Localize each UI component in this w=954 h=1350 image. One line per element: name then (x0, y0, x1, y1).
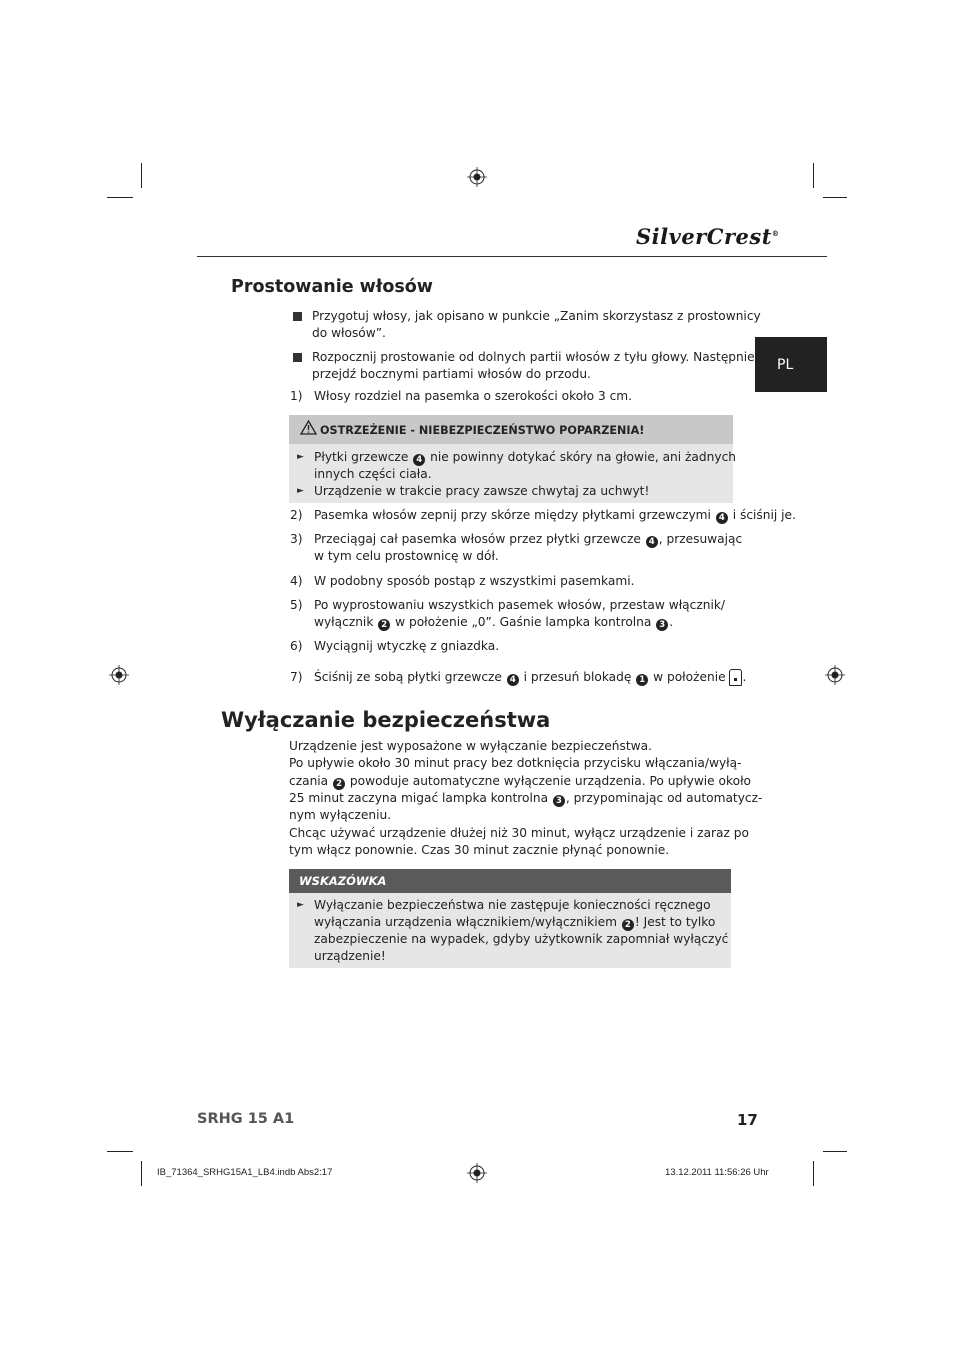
step-text-part: wyłącznik (314, 615, 374, 629)
warning-item-text: innych części ciała. (314, 467, 432, 481)
registration-mark-icon (467, 167, 487, 187)
paragraph-text: powoduje automatyczne wyłączenie urządzenia. Po upływie około (349, 774, 752, 788)
part-number-badge: 2 (622, 919, 634, 931)
step-number: 5) (290, 598, 303, 612)
step-number: 6) (290, 639, 303, 653)
step-text-part: w położenie (653, 670, 726, 684)
part-number-badge: 4 (413, 454, 425, 466)
step-text (314, 669, 746, 686)
arrow-bullet-icon: ► (297, 900, 304, 910)
bullet-text: Rozpocznij prostowanie od dolnych partii włosów z tyłu głowy. Następnie (312, 350, 755, 364)
step-text: W podobny sposób postąp z wszystkimi pasemkami. (314, 574, 635, 588)
step-text (314, 507, 796, 524)
step-number: 1) (290, 389, 303, 403)
header-rule (197, 256, 827, 257)
part-number-badge: 4 (646, 536, 658, 548)
paragraph-line (289, 790, 762, 807)
step-text-part: Przeciągaj cał pasemka włosów przez płytki grzewcze (314, 532, 641, 546)
paragraph-text: czania (289, 774, 329, 788)
step-number: 2) (290, 508, 303, 522)
step-text-part: i ściśnij je. (732, 508, 796, 522)
registration-mark-icon (825, 665, 845, 685)
page-number: 17 (737, 1111, 758, 1129)
crop-mark (823, 197, 847, 198)
step-text: Po wyprostowaniu wszystkich pasemek włosów, przestaw włącznik/ (314, 598, 726, 612)
step-text: Włosy rozdziel na pasemka o szerokości około 3 cm. (314, 389, 633, 403)
arrow-bullet-icon: ► (297, 452, 304, 462)
part-number-badge: 4 (716, 512, 728, 524)
section-heading-safety-shutoff: Wyłączanie bezpieczeństwa (221, 708, 551, 732)
paragraph-line: tym włącz ponownie. Czas 30 minut zacznie płynąć ponownie. (289, 843, 670, 857)
paragraph-line: Po upływie około 30 minut pracy bez dotknięcia przycisku włączania/wyłą- (289, 756, 742, 770)
brand-mark: ® (771, 229, 780, 238)
crop-mark (813, 163, 814, 188)
paragraph-line: Urządzenie jest wyposażone w wyłączanie bezpieczeństwa. (289, 739, 652, 753)
note-text (314, 914, 715, 931)
step-text: w tym celu prostownicę w dół. (314, 549, 499, 563)
warning-item (314, 449, 736, 466)
registration-mark-icon (109, 665, 129, 685)
bullet-text: do włosów”. (312, 326, 386, 340)
step-text-part: w położenie „0”. Gaśnie lampka kontrolna (395, 615, 652, 629)
step-number: 4) (290, 574, 303, 588)
note-text: zabezpieczenie na wypadek, gdyby użytkownik zapomniał wyłączyć (314, 932, 729, 946)
bullet-text: Przygotuj włosy, jak opisano w punkcie „Zanim skorzystasz z prostownicy (312, 309, 761, 323)
paragraph-text: , przypominając od automatycz- (565, 791, 763, 805)
section-heading-straightening: Prostowanie włosów (231, 277, 433, 297)
registration-mark-icon (467, 1163, 487, 1183)
paragraph-text: 25 minut zaczyna migać lampka kontrolna (289, 791, 549, 805)
warning-triangle-icon (300, 420, 317, 435)
step-number: 3) (290, 532, 303, 546)
crop-mark (813, 1161, 814, 1186)
print-slug-file: IB_71364_SRHG15A1_LB4.indb Abs2:17 (157, 1167, 333, 1178)
note-text-part: ! Jest to tylko (634, 915, 716, 929)
note-text: urządzenie! (314, 949, 386, 963)
step-text-part: . (742, 670, 747, 684)
part-number-badge: 4 (507, 674, 519, 686)
step-text-part: Pasemka włosów zepnij przy skórze między płytkami grzewczymi (314, 508, 711, 522)
paragraph-line (289, 773, 751, 790)
brand-name: SilverCrest (636, 224, 772, 249)
note-title: WSKAZÓWKA (299, 874, 387, 888)
part-number-badge: 2 (378, 619, 390, 631)
arrow-bullet-icon: ► (297, 486, 304, 496)
step-text-part: Ściśnij ze sobą płytki grzewcze (314, 670, 502, 684)
footer-model: SRHG 15 A1 (197, 1111, 295, 1127)
step-text (314, 531, 742, 548)
paragraph-line: Chcąc używać urządzenie dłużej niż 30 minut, wyłącz urządzenie i zaraz po (289, 826, 749, 840)
brand-logo (636, 224, 779, 249)
step-text: Wyciągnij wtyczkę z gniazdka. (314, 639, 500, 653)
lock-position-icon (729, 669, 742, 686)
crop-mark (107, 1151, 133, 1152)
crop-mark (141, 1161, 142, 1186)
print-slug-timestamp: 13.12.2011 11:56:26 Uhr (665, 1167, 769, 1178)
step-text (314, 614, 673, 631)
warning-item-text: nie powinny dotykać skóry na głowie, ani żadnych (430, 450, 736, 464)
note-text: Wyłączanie bezpieczeństwa nie zastępuje konieczności ręcznego (314, 898, 711, 912)
language-tab (755, 337, 827, 392)
language-tab-label: PL (777, 356, 794, 373)
step-number: 7) (290, 670, 303, 684)
bullet-square-icon (293, 312, 302, 321)
part-number-badge: 3 (656, 619, 668, 631)
step-text-part: . (669, 615, 674, 629)
note-text-part: wyłączania urządzenia włącznikiem/wyłącznikiem (314, 915, 617, 929)
warning-item-text: Urządzenie w trakcie pracy zawsze chwytaj za uchwyt! (314, 484, 650, 498)
step-text-part: i przesuń blokadę (523, 670, 632, 684)
warning-item-text: Płytki grzewcze (314, 450, 409, 464)
crop-mark (141, 163, 142, 188)
part-number-badge: 3 (553, 795, 565, 807)
step-text-part: , przesuwając (658, 532, 743, 546)
warning-title: OSTRZEŻENIE - NIEBEZPIECZEŃSTWO POPARZENIA! (320, 424, 645, 437)
bullet-square-icon (293, 353, 302, 362)
part-number-badge: 2 (333, 778, 345, 790)
crop-mark (823, 1151, 847, 1152)
bullet-text: przejdź bocznymi partiami włosów do przodu. (312, 367, 591, 381)
paragraph-line: nym wyłączeniu. (289, 808, 392, 822)
part-number-badge: 1 (636, 674, 648, 686)
crop-mark (107, 197, 133, 198)
